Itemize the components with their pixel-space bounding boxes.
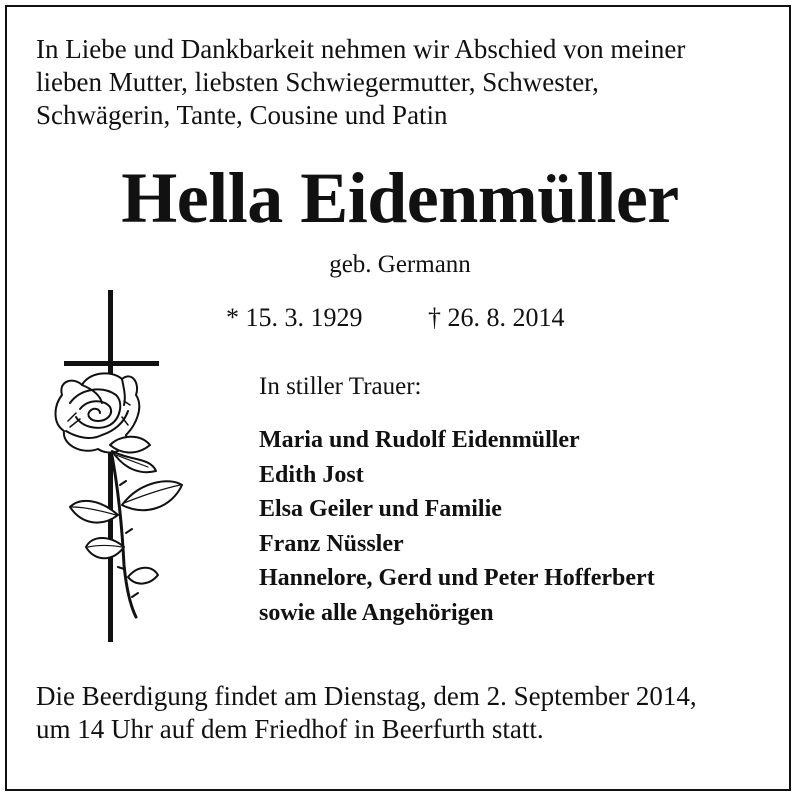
- funeral-line: Die Beerdigung findet am Dienstag, dem 2. September 2014,: [36, 681, 697, 711]
- mourner-entry: Hannelore, Gerd und Peter Hofferbert: [259, 565, 655, 591]
- mourning-heading: In stiller Trauer:: [259, 373, 422, 400]
- funeral-line: um 14 Uhr auf dem Friedhof in Beerfurth statt.: [36, 714, 544, 744]
- death-date: † 26. 8. 2014: [428, 303, 565, 332]
- mourner-entry: Maria und Rudolf Eidenmüller: [259, 427, 580, 453]
- funeral-details: [36, 680, 776, 746]
- mourner-entry: Franz Nüssler: [259, 530, 404, 557]
- cross-and-rose-emblem: [40, 285, 190, 650]
- intro-line: Schwägerin, Tante, Cousine und Patin: [36, 100, 448, 130]
- intro-text: [36, 33, 776, 132]
- mourner-entry: sowie alle Angehörigen: [259, 599, 494, 626]
- intro-line: In Liebe und Dankbarkeit nehmen wir Abschied von meiner: [36, 34, 686, 64]
- birth-date: * 15. 3. 1929: [226, 303, 363, 332]
- mourner-entry: Elsa Geiler und Familie: [259, 496, 502, 522]
- rose-icon: [56, 373, 183, 617]
- mourners-list: [259, 423, 655, 630]
- maiden-name: geb. Germann: [329, 251, 471, 278]
- intro-line: lieben Mutter, liebsten Schwiegermutter, Schwester,: [36, 67, 599, 97]
- deceased-name: Hella Eidenmüller: [121, 158, 679, 238]
- mourner-entry: Edith Jost: [259, 461, 364, 488]
